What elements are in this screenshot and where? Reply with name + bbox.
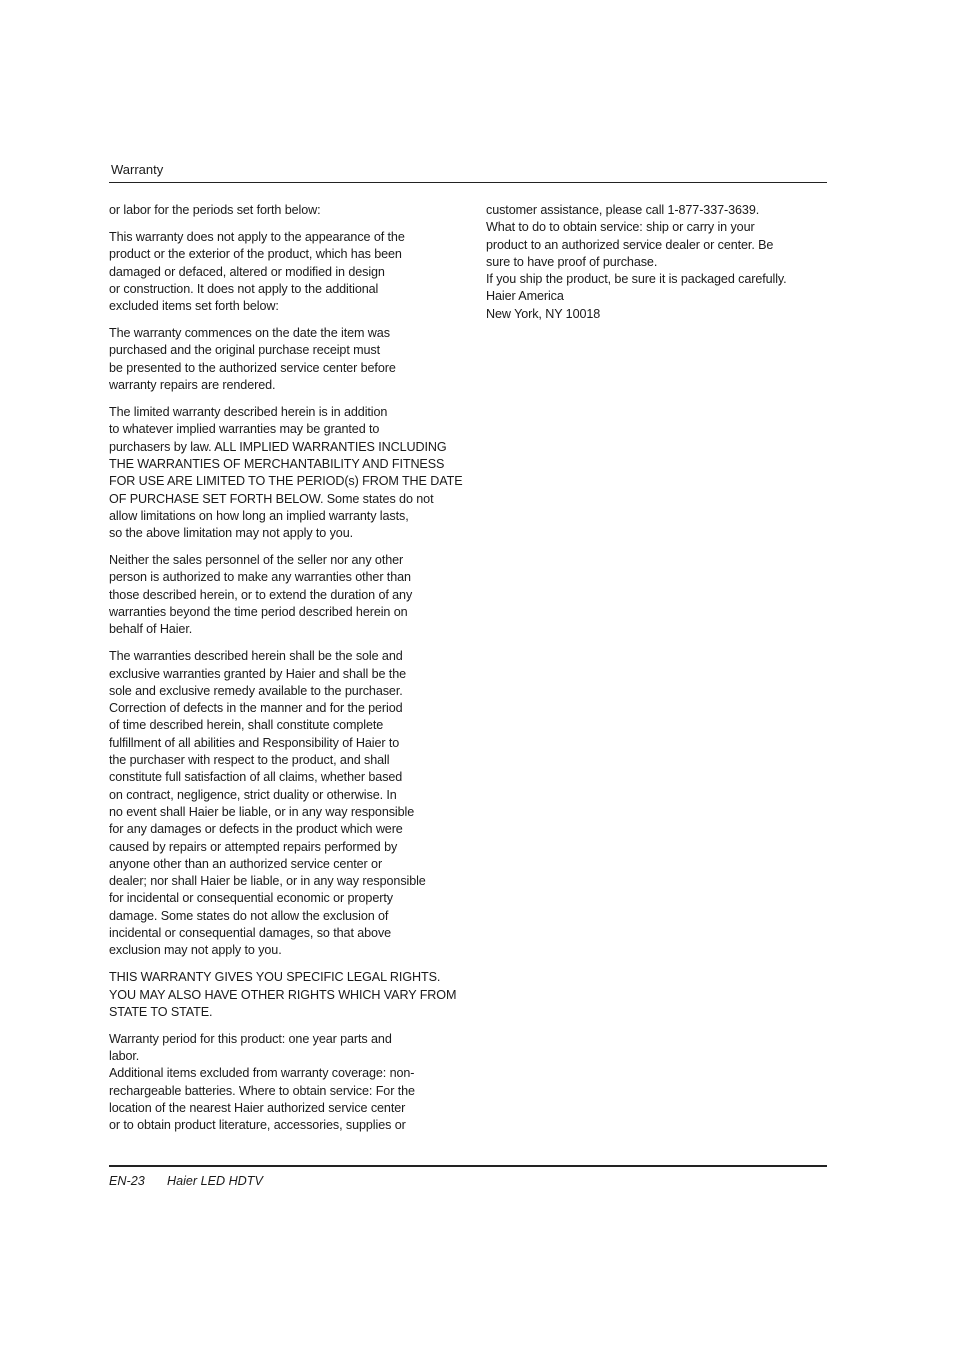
- text-line: exclusion may not apply to you.: [109, 943, 282, 958]
- text-line: FOR USE ARE LIMITED TO THE PERIOD(s) FROM THE DATE: [109, 474, 463, 489]
- text-line: those described herein, or to extend the duration of any: [109, 587, 413, 602]
- text-line: THE WARRANTIES OF MERCHANTABILITY AND FITNESS: [109, 456, 445, 471]
- header-divider: [109, 182, 827, 183]
- product-name: Haier LED HDTV: [167, 1174, 263, 1188]
- text-line: for incidental or consequential economic or property: [109, 891, 393, 906]
- text-line: THIS WARRANTY GIVES YOU SPECIFIC LEGAL RIGHTS.: [109, 970, 441, 985]
- text-line: the purchaser with respect to the product, and shall: [109, 753, 390, 768]
- text-line: incidental or consequential damages, so that above: [109, 926, 392, 941]
- text-line: dealer; nor shall Haier be liable, or in any way responsible: [109, 874, 426, 889]
- paragraph: [109, 648, 454, 959]
- text-line: damaged or defaced, altered or modified in design: [109, 264, 385, 279]
- text-line: The warranties described herein shall be the sole and: [109, 649, 403, 664]
- paragraph: [109, 325, 454, 394]
- text-line: YOU MAY ALSO HAVE OTHER RIGHTS WHICH VARY FROM: [109, 987, 457, 1002]
- text-line: STATE TO STATE.: [109, 1004, 213, 1019]
- text-line: Correction of defects in the manner and for the period: [109, 701, 403, 716]
- left-text-column: [109, 202, 463, 1144]
- text-line: be presented to the authorized service center before: [109, 360, 396, 375]
- text-line: to whatever implied warranties may be granted to: [109, 422, 380, 437]
- text-line: purchasers by law. ALL IMPLIED WARRANTIES INCLUDING: [109, 439, 447, 454]
- text-line: New York, NY 10018: [486, 306, 601, 321]
- text-line: Additional items excluded from warranty coverage: non-: [109, 1066, 415, 1081]
- text-line: behalf of Haier.: [109, 622, 193, 637]
- text-line: caused by repairs or attempted repairs performed by: [109, 839, 398, 854]
- right-text-column: [486, 202, 826, 333]
- text-line: Neither the sales personnel of the seller nor any other: [109, 553, 404, 568]
- text-line: labor.: [109, 1049, 140, 1064]
- text-line: customer assistance, please call 1-877-337-3639.: [486, 203, 760, 217]
- text-line: of time described herein, shall constitute complete: [109, 718, 384, 733]
- paragraph: [109, 969, 457, 1021]
- text-line: rechargeable batteries. Where to obtain service: For the: [109, 1083, 415, 1098]
- text-line: on contract, negligence, strict duality or otherwise. In: [109, 787, 397, 802]
- page-number: EN-23: [109, 1174, 145, 1188]
- text-line: What to do to obtain service: ship or carry in your: [486, 220, 755, 235]
- text-line: or labor for the periods set forth below:: [109, 203, 321, 217]
- paragraph: [109, 1031, 454, 1135]
- paragraph: [109, 404, 463, 542]
- text-line: excluded items set forth below:: [109, 299, 279, 314]
- text-line: OF PURCHASE SET FORTH BELOW. Some states do not: [109, 491, 434, 506]
- section-title: Warranty: [111, 162, 164, 177]
- page-footer: [109, 1173, 263, 1190]
- text-line: or to obtain product literature, accessories, supplies or: [109, 1118, 406, 1133]
- text-line: If you ship the product, be sure it is packaged carefully.: [486, 272, 787, 287]
- paragraph: [109, 229, 454, 315]
- footer-divider: [109, 1165, 827, 1167]
- text-line: warranty repairs are rendered.: [109, 378, 276, 393]
- text-line: warranties beyond the time period described herein on: [109, 604, 408, 619]
- text-line: location of the nearest Haier authorized service center: [109, 1101, 406, 1116]
- text-line: no event shall Haier be liable, or in any way responsible: [109, 804, 415, 819]
- paragraph: [486, 202, 826, 323]
- text-line: person is authorized to make any warranties other than: [109, 570, 411, 585]
- text-line: anyone other than an authorized service center or: [109, 856, 383, 871]
- text-line: or construction. It does not apply to the additional: [109, 281, 379, 296]
- text-line: so the above limitation may not apply to you.: [109, 526, 354, 541]
- text-line: fulfillment of all abilities and Responsibility of Haier to: [109, 735, 400, 750]
- text-line: Haier America: [486, 289, 564, 304]
- text-line: for any damages or defects in the product which were: [109, 822, 403, 837]
- text-line: allow limitations on how long an implied warranty lasts,: [109, 508, 409, 523]
- text-line: The warranty commences on the date the item was: [109, 326, 390, 341]
- text-line: product to an authorized service dealer or center. Be: [486, 237, 774, 252]
- text-line: constitute full satisfaction of all claims, whether based: [109, 770, 403, 785]
- text-line: sure to have proof of purchase.: [486, 254, 658, 269]
- text-line: purchased and the original purchase receipt must: [109, 343, 381, 358]
- text-line: Warranty period for this product: one year parts and: [109, 1031, 392, 1046]
- text-line: damage. Some states do not allow the exclusion of: [109, 908, 389, 923]
- text-line: product or the exterior of the product, which has been: [109, 247, 402, 262]
- text-line: The limited warranty described herein is in addition: [109, 405, 388, 420]
- text-line: This warranty does not apply to the appearance of the: [109, 229, 405, 244]
- text-line: sole and exclusive remedy available to the purchaser.: [109, 683, 403, 698]
- paragraph: [109, 202, 454, 219]
- paragraph: [109, 552, 454, 638]
- text-line: exclusive warranties granted by Haier and shall be the: [109, 666, 407, 681]
